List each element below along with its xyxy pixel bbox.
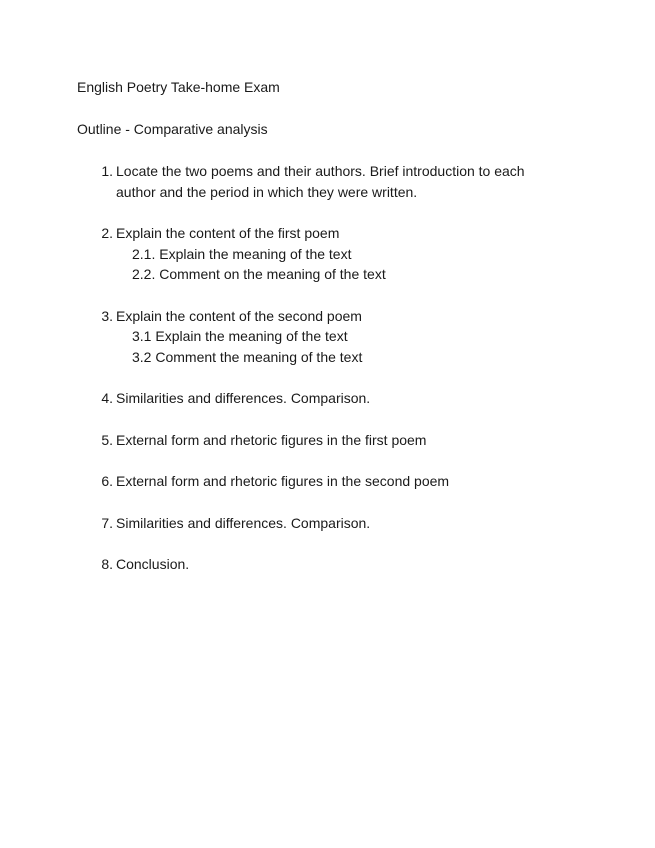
sub-list <box>77 326 577 367</box>
item-number: 8. <box>101 556 113 572</box>
outline-item-4 <box>77 388 577 409</box>
item-number: 1. <box>101 163 113 179</box>
item-number: 3. <box>101 307 113 324</box>
item-text: Similarities and differences. Comparison. <box>116 514 371 531</box>
item-number: 2. <box>101 225 113 241</box>
item-text: Explain the content of the second poem <box>116 307 362 324</box>
sub-item: 3.2 Comment the meaning of the text <box>132 348 363 365</box>
item-text: Conclusion. <box>116 556 190 572</box>
sub-item: 2.1. Explain the meaning of the text <box>132 245 352 262</box>
document-title: English Poetry Take-home Exam <box>77 79 280 95</box>
outline-item-8 <box>77 554 577 575</box>
outline-item-5 <box>77 430 577 451</box>
sub-item: 2.2. Comment on the meaning of the text <box>132 266 386 282</box>
outline-item-1 <box>77 161 577 202</box>
item-number: 6. <box>101 473 113 489</box>
item-text: External form and rhetoric figures in the first poem <box>116 431 427 448</box>
sub-item: 3.1 Explain the meaning of the text <box>132 328 348 344</box>
outline-item-3 <box>77 306 577 368</box>
outline-item-7 <box>77 513 577 534</box>
outline-item-6 <box>77 471 577 492</box>
item-text: External form and rhetoric figures in the second poem <box>116 473 450 489</box>
sub-list <box>77 244 577 285</box>
item-number: 4. <box>101 390 113 406</box>
item-text: Similarities and differences. Comparison. <box>116 390 371 406</box>
item-number: 7. <box>101 514 113 531</box>
outline-list <box>77 161 577 596</box>
outline-item-2 <box>77 223 577 285</box>
item-text: Explain the content of the first poem <box>116 225 340 241</box>
document-subtitle: Outline - Comparative analysis <box>77 121 268 137</box>
item-number: 5. <box>101 431 113 448</box>
item-text: Locate the two poems and their authors. Brief introduction to each author and the period in which they were written. <box>116 163 525 200</box>
